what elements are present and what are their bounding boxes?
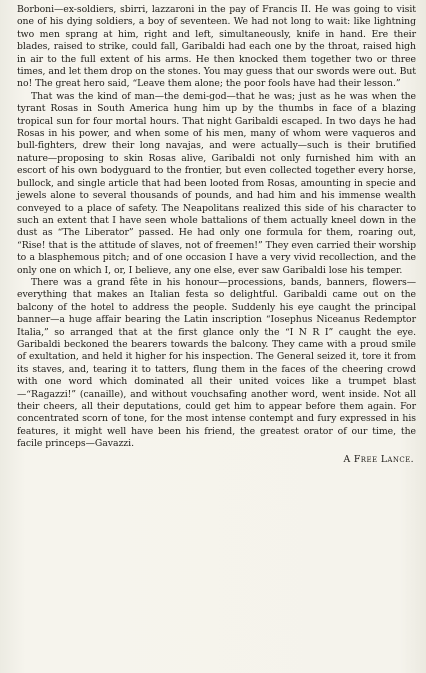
paragraph-1: Borboni—ex-soldiers, sbirri, lazzaroni in the pay of Francis II. He was going to visit one of his dying soldiers, a boy of seventeen. We had not long to wait: like lightning two men sprang at him, right and left, simultaneously, knife in hand. Ere their blades, raised to strike, could fall, Garibaldi had each one by the throat, raised high in air to the full extent of his arms. He then knocked them together two or three times, and let them drop on the stones. You may guess that our swords were out. But no! The great hero said, “Leave them alone; the poor fools have had their lesson.”	[17, 4, 416, 90]
paragraph-3: There was a grand fête in his honour—processions, bands, banners, flowers—everything that makes an Italian festa so delightful. Garibaldi came out on the balcony of the hotel to address the people. Suddenly his eye caught the principal banner—a huge affair bearing the Latin inscription “Iosephus Niceanus Redemptor Italia,” so arranged that at the first glance only the “I N R I” caught the eye. Garibaldi beckoned the bearers towards the balcony. They came with a proud smile of exultation, and held it higher for his inspection. The General seized it, tore it from its staves, and, tearing it to tatters, flung them in the faces of the cheering crowd with one word which dominated all their united voices like a trumpet blast—“Ragazzi!” (canaille), and without vouchsafing another word, went inside. Not all their cheers, all their deputations, could get him to appear before them again. For concentrated scorn of tone, for the most intense contempt and fury expressed in his features, it might well have been his friend, the greatest orator of our time, the facile princeps—Gavazzi.	[17, 276, 416, 450]
paragraph-2: That was the kind of man—the demi-god—that he was; just as he was when the tyrant Rosas in South America hung him up by the thumbs in face of a blazing tropical sun for four mortal hours. That night Garibaldi escaped. In two days he had Rosas in his power, and when some of his men, many of whom were vaqueros and bull-fighters, drew their long navajas, and were actually—such is their brutified nature—proposing to skin Rosas alive, Garibaldi not only furnished him with an escort of his own bodyguard to the frontier, but even collected together every horse, bullock, and single article that had been looted from Rosas, amounting in specie and jewels alone to several thousands of pounds, and had him and his immense wealth conveyed to a place of safety. The Neapolitans realized this side of his character to such an extent that I have seen whole battalions of them actually kneel down in the dust as “The Liberator” passed. He had only one formula for them, roaring out, “Rise! that is the attitude of slaves, not of freemen!” They even carried their worship to a blasphemous pitch; and of one occasion I have a very vivid recollection, and the only one on which I, or, I believe, any one else, ever saw Garibaldi lose his temper.	[17, 90, 416, 276]
author-signature: A Free Lance.	[343, 453, 414, 465]
